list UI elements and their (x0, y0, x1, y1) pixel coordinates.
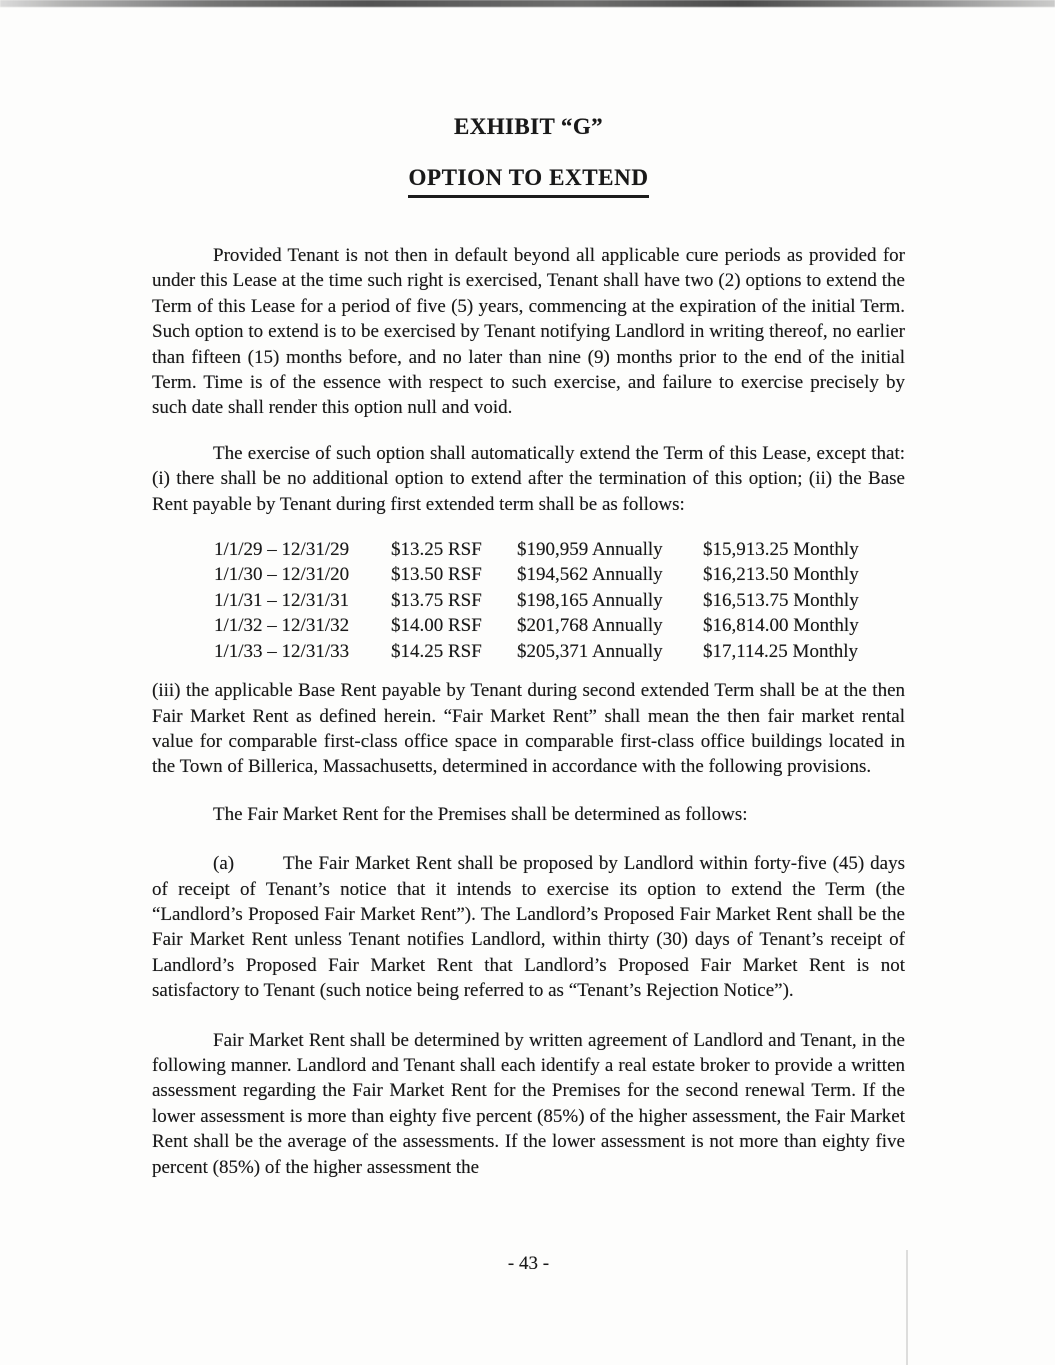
rent-table-row (214, 537, 905, 562)
paragraph-exercise-effect: The exercise of such option shall automatically extend the Term of this Lease, except that: (i) there shall be no additional option to extend after the termination of this option; (ii) the Base Rent payable by Tenant during first extended term shall be as follows: (152, 442, 905, 515)
paragraph-option-grant: Provided Tenant is not then in default beyond all applicable cure periods as provided for under this Lease at the time such right is exercised, Tenant shall have two (2) options to extend the Term of this Lease for a period of five (5) years, commencing at the expiration of the initial Term. Such option to extend is to be exercised by Tenant notifying Landlord in writing thereof, no earlier than fifteen (15) months before, and no later than nine (9) months prior to the end of the initial Term. Time is of the essence with respect to such exercise, and failure to exercise precisely by such date shall render this option null and void. (152, 245, 905, 419)
paragraph-second-term-fmr: (iii) the applicable Base Rent payable by Tenant during second extended Term shall be at the then Fair Market Rent as defined herein. “Fair Market Rent” shall mean the then fair market rental value for comparable first-class office space in comparable first-class office buildings located in the Town of Billerica, Massachusetts, determined in accordance with the following provisions. (152, 680, 905, 778)
cell-period: 1/1/33 – 12/31/33 (214, 640, 350, 662)
cell-monthly-rent: $16,814.00 Monthly (703, 615, 859, 637)
document-title (152, 163, 905, 198)
cell-monthly-rent: $16,213.50 Monthly (703, 564, 859, 586)
cell-rate-rsf: $13.75 RSF (391, 589, 482, 611)
page-number: - 43 - (507, 1253, 550, 1274)
paragraph-fmr-proposal (152, 851, 905, 1003)
cell-period: 1/1/30 – 12/31/20 (214, 564, 350, 586)
cell-period: 1/1/29 – 12/31/29 (214, 539, 350, 561)
exhibit-title: EXHIBIT “G” (453, 114, 604, 139)
cell-monthly-rent: $17,114.25 Monthly (703, 640, 858, 662)
cell-rate-rsf: $14.25 RSF (391, 640, 482, 662)
cell-annual-rent: $190,959 Annually (517, 539, 663, 561)
cell-rate-rsf: $14.00 RSF (391, 615, 482, 637)
cell-period: 1/1/31 – 12/31/31 (214, 589, 350, 611)
paragraph-broker-assessment: Fair Market Rent shall be determined by written agreement of Landlord and Tenant, in the following manner. Landlord and Tenant shall each identify a real estate broker to provide a written assessment regarding the Fair Market Rent for the Premises for the second renewal Term. If the lower assessment is more than eighty five percent (85%) of the higher assessment, the Fair Market Rent shall be the average of the assessments. If the lower assessment is not more than eighty five percent (85%) of the higher assessment the (152, 1029, 905, 1178)
rent-table-row (214, 562, 905, 587)
rent-table-row (214, 613, 905, 638)
cell-rate-rsf: $13.50 RSF (391, 564, 482, 586)
cell-monthly-rent: $15,913.25 Monthly (703, 539, 859, 561)
cell-annual-rent: $198,165 Annually (517, 589, 663, 611)
rent-schedule-table (214, 537, 905, 664)
clause-label-a: (a) (213, 853, 235, 875)
cell-rate-rsf: $13.25 RSF (391, 539, 482, 561)
rent-table-row (214, 639, 905, 664)
page-content (152, 0, 905, 1180)
cell-monthly-rent: $16,513.75 Monthly (703, 589, 859, 611)
cell-period: 1/1/32 – 12/31/32 (214, 615, 350, 637)
document-title-text: OPTION TO EXTEND (408, 163, 648, 198)
rent-table-row (214, 588, 905, 613)
cell-annual-rent: $201,768 Annually (517, 615, 663, 637)
cell-annual-rent: $194,562 Annually (517, 564, 663, 586)
scan-artifact-vertical-line (906, 1250, 908, 1365)
cell-annual-rent: $205,371 Annually (517, 640, 663, 662)
paragraph-fmr-determination-intro: The Fair Market Rent for the Premises shall be determined as follows: (213, 803, 748, 825)
clause-a-text: The Fair Market Rent shall be proposed by Landlord within forty-five (45) days of receipt of Tenant’s notice that it intends to exercise its option to extend the Term (the “Landlord’s Proposed Fair Market Rent”). The Landlord’s Proposed Fair Market Rent shall be the Fair Market Rent unless Tenant notifies Landlord, within thirty (30) days of Tenant’s receipt of Landlord’s Proposed Fair Market Rent that Landlord’s Proposed Fair Market Rent is not satisfactory to Tenant (such notice being referred to as “Tenant’s Rejection Notice”). (152, 853, 905, 1002)
